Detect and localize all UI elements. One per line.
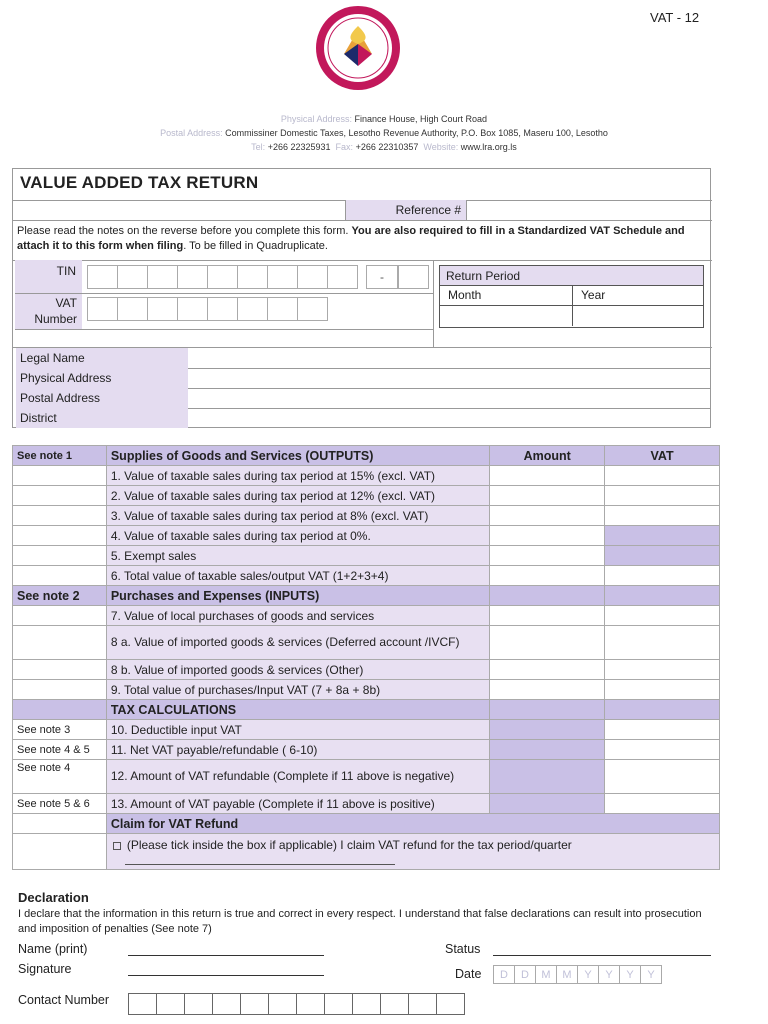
- table-row: See note 5 & 6 13. Amount of VAT payable (Complete if 11 above is positive): [13, 794, 720, 814]
- contact-number-boxes[interactable]: [128, 993, 464, 1015]
- form-title: VALUE ADDED TAX RETURN: [20, 173, 259, 192]
- name-input[interactable]: [128, 955, 324, 956]
- declaration-text: I declare that the information in this return is true and correct in every respect. I understand that false declarations can result into prosecution and imposition of penalties (See note 7): [18, 908, 702, 935]
- table-row: 1. Value of taxable sales during tax period at 15% (excl. VAT): [13, 466, 720, 486]
- refund-text: (Please tick inside the box if applicable) I claim VAT refund for the tax period/quarter: [126, 838, 572, 852]
- vat-header: VAT: [605, 446, 720, 466]
- table-row: 9. Total value of purchases/Input VAT (7 + 8a + 8b): [13, 680, 720, 700]
- amount-cell[interactable]: [490, 606, 605, 626]
- table-row: 5. Exempt sales: [13, 546, 720, 566]
- table-row: 3. Value of taxable sales during tax period at 8% (excl. VAT): [13, 506, 720, 526]
- refund-period-line[interactable]: [125, 864, 395, 865]
- vat-cell[interactable]: [605, 720, 720, 740]
- refund-row: [106, 834, 719, 870]
- table-row: 6. Total value of taxable sales/output VAT (1+2+3+4): [13, 566, 720, 586]
- amount-cell[interactable]: [490, 626, 605, 660]
- inputs-heading: Purchases and Expenses (INPUTS): [106, 586, 489, 606]
- vat-cell[interactable]: [605, 466, 720, 486]
- vat-cell[interactable]: [605, 740, 720, 760]
- date-boxes[interactable]: D D M M Y Y Y Y: [493, 965, 661, 984]
- name-label: Name (print): [18, 942, 88, 956]
- signature-input[interactable]: [128, 975, 324, 976]
- table-row: 2. Value of taxable sales during tax period at 12% (excl. VAT): [13, 486, 720, 506]
- amount-cell[interactable]: [490, 466, 605, 486]
- contact-number-label: Contact Number: [18, 993, 110, 1007]
- vat-cell[interactable]: [605, 660, 720, 680]
- amount-cell[interactable]: [490, 680, 605, 700]
- physical-address-line: Physical Address: Finance House, High Court Road: [280, 114, 488, 124]
- table-row: 7. Value of local purchases of goods and services: [13, 606, 720, 626]
- status-label: Status: [445, 942, 481, 956]
- outputs-heading: Supplies of Goods and Services (OUTPUTS): [106, 446, 489, 466]
- year-label: Year: [581, 288, 606, 302]
- party-inputs[interactable]: [188, 348, 711, 428]
- month-input[interactable]: [440, 306, 573, 326]
- amount-cell[interactable]: [490, 526, 605, 546]
- month-label: Month: [440, 286, 573, 305]
- amount-cell[interactable]: [490, 506, 605, 526]
- table-row: 8 b. Value of imported goods & services (Other): [13, 660, 720, 680]
- return-period-box: [439, 265, 704, 328]
- table-row: 4. Value of taxable sales during tax period at 0%.: [13, 526, 720, 546]
- vat-cell[interactable]: [605, 760, 720, 794]
- vat-cell[interactable]: [605, 794, 720, 814]
- amount-cell[interactable]: [490, 660, 605, 680]
- signature-label: Signature: [18, 962, 72, 976]
- table-row: See note 3 10. Deductible input VAT: [13, 720, 720, 740]
- district-label: District: [16, 408, 188, 428]
- vat-cell[interactable]: [605, 506, 720, 526]
- lra-logo: [308, 4, 408, 94]
- refund-checkbox[interactable]: [113, 842, 121, 850]
- amount-cell[interactable]: [490, 546, 605, 566]
- return-period-label: Return Period: [440, 266, 703, 286]
- refund-heading: Claim for VAT Refund: [106, 814, 719, 834]
- vat-cell[interactable]: [605, 566, 720, 586]
- amount-header: Amount: [490, 446, 605, 466]
- status-input[interactable]: [493, 955, 711, 956]
- tax-calc-heading: TAX CALCULATIONS: [106, 700, 489, 720]
- physical-address-label: Physical Address: [16, 368, 188, 388]
- declaration-title: Declaration: [18, 890, 89, 905]
- postal-address-label: Postal Address: [16, 388, 188, 408]
- vat-number-boxes[interactable]: [87, 297, 327, 321]
- legal-name-label: Legal Name: [16, 348, 188, 368]
- tin-label: TIN: [15, 260, 82, 293]
- amount-cell[interactable]: [490, 566, 605, 586]
- date-label: Date: [455, 967, 482, 981]
- amount-cell[interactable]: [490, 486, 605, 506]
- tin-dash: -: [366, 265, 398, 289]
- reference-label: Reference #: [345, 200, 467, 220]
- table-row: See note 4 & 5 11. Net VAT payable/refundable ( 6-10): [13, 740, 720, 760]
- vat-table: [12, 445, 720, 870]
- outputs-note: See note 1: [13, 446, 107, 466]
- tin-boxes[interactable]: [87, 265, 357, 289]
- instructions: Please read the notes on the reverse before you complete this form. You are also required to fill in a Standardized VAT Schedule and attach it to this form when filing. To be filled in Quadruplicate.: [17, 225, 685, 252]
- reference-input[interactable]: [467, 200, 711, 220]
- contact-line: Tel: +266 22325931 Fax: +266 22310357 Website: www.lra.org.ls: [251, 142, 517, 152]
- vat-number-label: VAT Number: [15, 293, 82, 329]
- vat-cell[interactable]: [605, 626, 720, 660]
- vat-cell[interactable]: [605, 486, 720, 506]
- year-input[interactable]: [573, 306, 589, 326]
- postal-address-line: Postal Address: Commissiner Domestic Taxes, Lesotho Revenue Authority, P.O. Box 1085, Maseru 100, Lesotho: [160, 128, 608, 138]
- tin-check-box[interactable]: [398, 265, 428, 289]
- form-code: VAT - 12: [650, 10, 700, 25]
- inputs-note: See note 2: [13, 586, 107, 606]
- table-row: 8 a. Value of imported goods & services (Deferred account /IVCF): [13, 626, 720, 660]
- vat-cell[interactable]: [605, 606, 720, 626]
- table-row: See note 4 12. Amount of VAT refundable (Complete if 11 above is negative): [13, 760, 720, 794]
- vat-cell[interactable]: [605, 680, 720, 700]
